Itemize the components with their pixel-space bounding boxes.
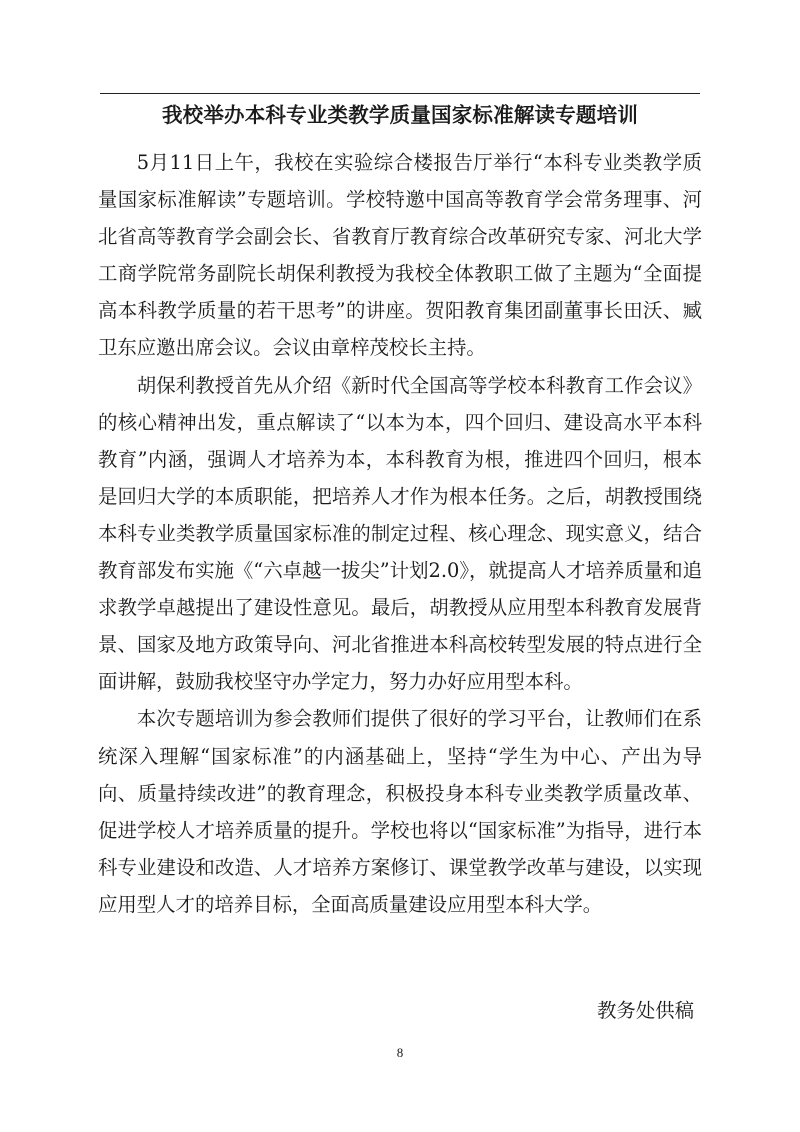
paragraph-2: 胡保利教授首先从介绍《新时代全国高等学校本科教育工作会议》的核心精神出发，重点解读了“以本为本，四个回归、建设高水平本科教育”内涵，强调人才培养为本，本科教育为根，推进四个回归，根本是回归大学的本质职能，把培养人才作为根本任务。之后，胡教授围绕本科专业类教学质量国家标准的制定过程、核心理念、现实意义，结合教育部发布实施《“六卓越一拔尖”计划2.0》，就提高人才培养质量和追求教学卓越提出了建设性意见。最后，胡教授从应用型本科教育发展背景、国家及地方政策导向、河北省推进本科高校转型发展的特点进行全面讲解，鼓励我校坚守办学定力，努力办好应用型本科。 xyxy=(98,373,702,694)
page-number: 8 xyxy=(396,1045,404,1060)
author-signature: 教务处供稿 xyxy=(597,999,694,1022)
paragraph-1: 5月11日上午，我校在实验综合楼报告厅举行“本科专业类教学质量国家标准解读”专题培训。学校特邀中国高等教育学会常务理事、河北省高等教育学会副会长、省教育厅教育综合改革研究专家、河北大学工商学院常务副院长胡保利教授为我校全体教职工做了主题为“全面提高本科教学质量的若干思考”的讲座。贺阳教育集团副董事长田沃、臧卫东应邀出席会议。会议由章梓茂校长主持。 xyxy=(98,151,702,360)
header-rule xyxy=(100,93,700,94)
paragraph-3: 本次专题培训为参会教师们提供了很好的学习平台，让教师们在系统深入理解“国家标准”的内涵基础上，坚持“学生为中心、产出为导向、质量持续改进”的教育理念，积极投身本科专业类教学质量改革、促进学校人才培养质量的提升。学校也将以“国家标准”为指导，进行本科专业建设和改造、人才培养方案修订、课堂教学改革与建设，以实现应用型人才的培养目标，全面高质量建设应用型本科大学。 xyxy=(98,707,702,916)
article-title: 我校举办本科专业类教学质量国家标准解读专题培训 xyxy=(161,103,639,127)
article-body xyxy=(98,144,702,923)
